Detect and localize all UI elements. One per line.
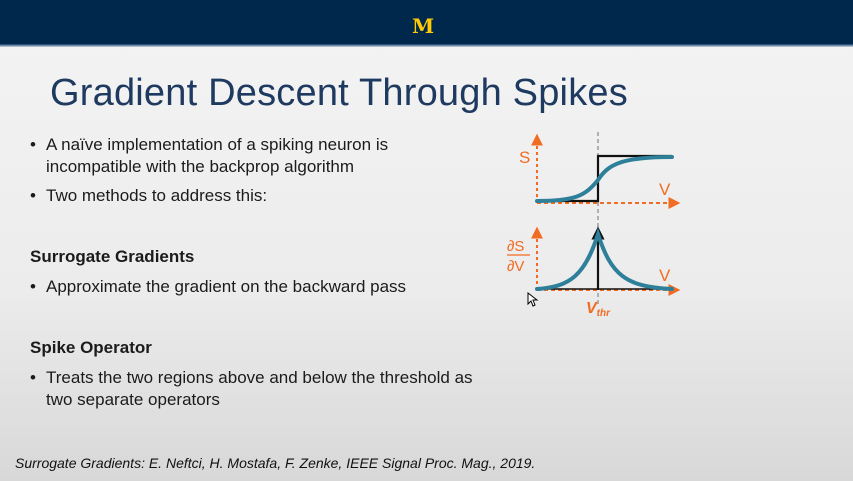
bullet-text: Two methods to address this: — [46, 186, 268, 205]
surrogate-gradients-heading: Surrogate Gradients — [30, 247, 195, 266]
top-x-label: V — [659, 180, 671, 199]
university-logo: M — [412, 14, 434, 38]
top-banner — [0, 0, 853, 44]
banner-divider — [0, 44, 853, 47]
bullet-two-regions — [30, 367, 490, 411]
bullet-two-methods — [30, 185, 430, 207]
surrogate-curve — [537, 234, 672, 289]
bullet-text: A naïve implementation of a spiking neuron is incompatible with the backprop algorithm — [46, 135, 389, 176]
bullet-dot: • — [30, 277, 36, 296]
step-function — [537, 156, 672, 201]
bullet-naive-implementation — [30, 134, 430, 178]
bullet-dot: • — [30, 368, 36, 387]
bottom-y-label-denominator: ∂V — [507, 258, 525, 275]
bullet-dot: • — [30, 135, 36, 154]
threshold-label-main: V — [586, 300, 597, 317]
top-y-label: S — [519, 148, 531, 167]
threshold-label-sub: thr — [596, 308, 611, 319]
bottom-y-label-numerator: ∂S — [507, 238, 525, 255]
spike-operator-heading: Spike Operator — [30, 338, 152, 357]
slide-title: Gradient Descent Through Spikes — [50, 72, 628, 114]
citation-footnote: Surrogate Gradients: E. Neftci, H. Mostafa, F. Zenke, IEEE Signal Proc. Mag., 2019. — [15, 455, 536, 471]
mouse-cursor-icon — [527, 292, 539, 308]
sigmoid-curve — [537, 157, 672, 201]
bullet-approximate-gradient — [30, 276, 490, 298]
bullet-text: Treats the two regions above and below the threshold as two separate operators — [46, 368, 473, 409]
bullet-text: Approximate the gradient on the backward pass — [46, 277, 407, 296]
bottom-x-label: V — [659, 266, 671, 285]
bullet-dot: • — [30, 186, 36, 205]
